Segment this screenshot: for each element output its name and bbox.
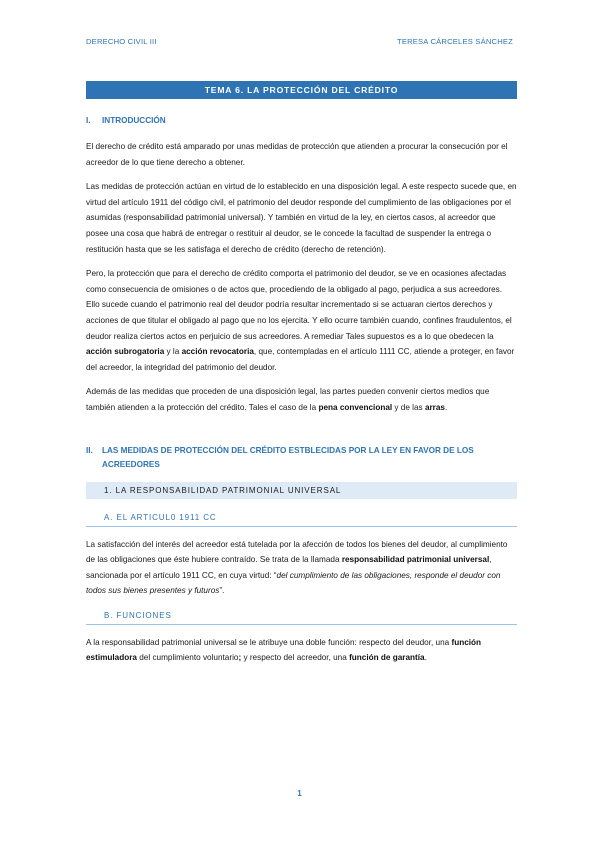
bold-term: función de garantía [349,653,425,663]
bold-term: pena convencional [318,402,393,412]
text-run: Pero, la protección que para el derecho de crédito comporta el patrimonio del deudor, se ve en ocasiones afectadas como consecuencia de omisiones o de actos que, procediendo de la obligado al pago, perjudica a sus acreedores. Ello sucede cuando el patrimonio real del deudor podría resultar incrementado si se actuaran ciertos derechos y acciones de que titular el obligado al pago que no los ejercita. Y ello ocurre también cuando, confines fraudulentos, el deudor realiza ciertos actos en perjuicio de sus acreedores. A remediar Tales supuestos es a lo que obedecen la [86,269,512,341]
text-run: del cumplimiento voluntario [136,653,239,663]
bold-term: función estimuladora [86,637,482,663]
paragraph: Las medidas de protección actúan en virtud de lo establecido en una disposición legal. A este respecto sucede que, en virtud del artículo 1911 del código civil, el patrimonio del deudor responde del cumplimiento de las obligaciones por el asumidas (responsabilidad patrimonial universal). Y también en virtud de la ley, en ciertos casos, al acreedor que posee una cosa que habrá de entregar o restituir al deudor, se le concede la facultad de suspender la entrega o restitución hasta que se les satisfaga el derecho de crédito (derecho de retención). [86,182,517,254]
section-title: LAS MEDIDAS DE PROTECCIÓN DEL CRÉDITO ESTBLECIDAS POR LA LEY EN FAVOR DE LOS ACREEDORES [102,445,474,469]
paragraph [86,266,517,375]
paragraph [86,635,517,666]
text-run: A la responsabilidad patrimonial universal se le atribuye una doble función: respecto del deudor, una [86,637,452,647]
page-number: 1 [297,789,302,798]
text-run: . [444,402,448,412]
bold-term: acción revocatoria [181,347,254,357]
text-run: y la [164,347,182,357]
document-body [86,114,517,666]
text-run: Además de las medidas que proceden de una disposición legal, las partes pueden convenir ciertos medios que también atienden a la protección del crédito. Tales el caso de la [86,387,490,412]
header-author: TERESA CÁRCELES SÁNCHEZ [396,37,513,46]
text-run: ”. [219,586,225,596]
bold-term: arras [424,402,445,412]
subsubsection-heading-articulo: A. EL ARTICUL0 1911 CC [86,513,517,527]
paragraph: El derecho de crédito está amparado por unas medidas de protección que atienden a procurar la consecución por el acreedor de lo que tiene derecho a obtener. [86,142,508,167]
document-title: TEMA 6. LA PROTECCIÓN DEL CRÉDITO [86,81,517,99]
subsection-heading-responsabilidad: 1. LA RESPONSABILIDAD PATRIMONIAL UNIVERSAL [86,482,517,499]
bold-term: responsabilidad patrimonial universal [341,555,490,565]
text-run: y respecto del acreedor, una [241,653,350,663]
text-run: y de las [392,402,425,412]
section-number: I. [86,116,91,125]
paragraph [86,537,517,599]
bold-term: acción subrogatoria [86,347,165,357]
text-run: , sancionada por el artículo 1911 CC, en cuya virtud: “ [86,555,492,580]
section-heading-medidas [86,444,517,472]
section-title: INTRODUCCIÓN [102,116,166,125]
paragraph [86,384,517,415]
text-run: . [424,653,427,663]
header-course: DERECHO CIVIL III [86,37,157,46]
subsubsection-heading-funciones: B. FUNCIONES [86,611,517,625]
section-heading-introduccion [86,114,517,127]
text-run: La satisfacción del interés del acreedor está tutelada por la afección de todos los bienes del deudor, al cumplimiento de las obligaciones que éste hubiere contraído. Se trata de la llamada [86,539,508,565]
bold-term: ; [238,653,242,663]
italic-quote: del cumplimiento de las obligaciones, responde el deudor con todos sus bienes presentes y futuros [86,570,501,596]
section-number: II. [86,445,93,455]
text-run: , que, contempladas en el artículo 1111 CC, atiende a proteger, en favor del acreedor, la integridad del patrimonio del deudor. [86,347,515,372]
